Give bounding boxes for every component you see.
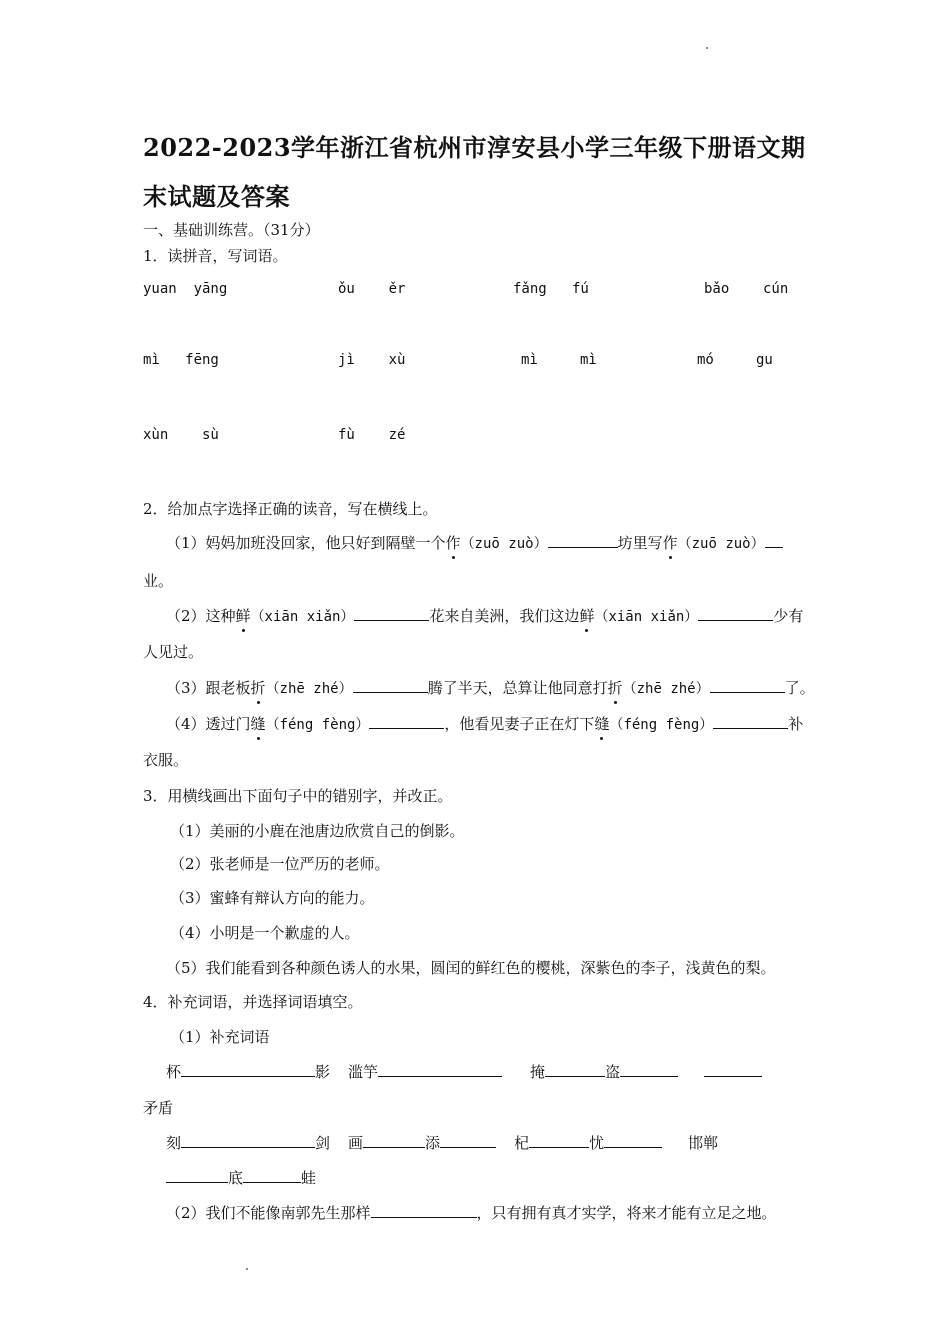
answer-blank[interactable] bbox=[765, 533, 783, 548]
answer-blank[interactable] bbox=[529, 1133, 589, 1148]
pinyin-cell: bǎo cún bbox=[704, 281, 789, 297]
answer-blank[interactable] bbox=[371, 1203, 477, 1218]
answer-blank[interactable] bbox=[698, 606, 773, 621]
pinyin-cell: fù zé bbox=[338, 427, 406, 443]
q3-item: （5）我们能看到各种颜色诱人的水果，圆闰的鲜红色的樱桃，深紫色的李子，浅黄色的梨。 bbox=[166, 959, 776, 977]
answer-blank[interactable] bbox=[363, 1133, 425, 1148]
q1-heading: 1．读拼音，写词语。 bbox=[143, 247, 288, 265]
answer-blank[interactable] bbox=[620, 1062, 678, 1077]
page-title-line2: 末试题及答案 bbox=[143, 182, 290, 211]
dotted-char: 折 bbox=[250, 679, 266, 697]
q2-sentence-2: （2）这种鲜（xiān xiǎn） 花来自美洲，我们这边鲜（xiān xiǎn） 少有 bbox=[166, 607, 804, 625]
answer-blank[interactable] bbox=[354, 606, 429, 621]
pinyin-cell: mó gu bbox=[697, 352, 773, 368]
q4-word-row-1-cont: 矛盾 bbox=[143, 1099, 174, 1117]
pinyin-cell: mì mì bbox=[521, 352, 597, 368]
answer-blank[interactable] bbox=[713, 714, 788, 729]
answer-blank[interactable] bbox=[181, 1062, 315, 1077]
answer-blank[interactable] bbox=[545, 1062, 605, 1077]
answer-blank[interactable] bbox=[353, 678, 428, 693]
section-heading: 一、基础训练营。（31分） bbox=[143, 221, 320, 239]
answer-blank[interactable] bbox=[548, 533, 618, 548]
dotted-char: 缝 bbox=[250, 715, 266, 733]
q4-heading: 4．补充词语，并选择词语填空。 bbox=[143, 993, 363, 1011]
q4-word-row-3: 底 蛙 bbox=[166, 1167, 316, 1188]
answer-blank[interactable] bbox=[378, 1062, 502, 1077]
answer-blank[interactable] bbox=[166, 1168, 228, 1183]
q4-sentence-2: （2）我们不能像南郭先生那样 ，只有拥有真才实学，将来才能有立足之地。 bbox=[166, 1204, 777, 1222]
answer-blank[interactable] bbox=[604, 1133, 662, 1148]
q2-sentence-1: （1）妈妈加班没回家，他只好到隔壁一个作（zuō zuò） 坊里写作（zuō zuò） bbox=[166, 532, 783, 553]
q3-heading: 3．用横线画出下面句子中的错别字，并改正。 bbox=[143, 787, 453, 805]
q2-sentence-4-cont: 衣服。 bbox=[143, 751, 189, 769]
answer-blank[interactable] bbox=[369, 714, 444, 729]
pinyin-cell: xùn sù bbox=[143, 427, 219, 443]
q3-item: （3）蜜蜂有辩认方向的能力。 bbox=[170, 889, 375, 907]
dotted-char: 作 bbox=[445, 534, 461, 552]
dotted-char: 折 bbox=[607, 679, 623, 697]
corner-mark bbox=[706, 47, 708, 49]
answer-blank[interactable] bbox=[243, 1168, 301, 1183]
page-title-line1: 2022-2023学年浙江省杭州市淳安县小学三年级下册语文期 bbox=[143, 133, 806, 162]
q4-sub1: （1）补充词语 bbox=[170, 1028, 270, 1046]
footer-mark bbox=[246, 1268, 248, 1270]
q3-item: （1）美丽的小鹿在池唐边欣赏自己的倒影。 bbox=[170, 822, 465, 840]
dotted-char: 鲜 bbox=[579, 607, 595, 625]
dotted-char: 鲜 bbox=[235, 607, 251, 625]
q4-word-row-2: 刻 剑 画 添 杞 忧 邯郸 bbox=[166, 1134, 719, 1152]
q2-sentence-4: （4）透过门缝（féng fèng） ，他看见妻子正在灯下缝（féng fèng） 补 bbox=[166, 715, 804, 733]
answer-blank[interactable] bbox=[704, 1062, 762, 1077]
q2-heading: 2．给加点字选择正确的读音，写在横线上。 bbox=[143, 500, 438, 518]
q2-sentence-3: （3）跟老板折（zhē zhé） 腾了半天，总算让他同意打折（zhē zhé） 了。 bbox=[166, 679, 815, 697]
answer-blank[interactable] bbox=[710, 678, 785, 693]
q2-sentence-1-cont: 业。 bbox=[143, 572, 174, 590]
q3-item: （4）小明是一个歉虚的人。 bbox=[170, 924, 360, 942]
pinyin-cell: fǎng fú bbox=[513, 281, 589, 297]
q2-sentence-2-cont: 人见过。 bbox=[143, 643, 204, 661]
q4-word-row-1: 杯 影 滥竽 掩 盗 bbox=[166, 1061, 762, 1082]
answer-blank[interactable] bbox=[181, 1133, 315, 1148]
q3-item: （2）张老师是一位严历的老师。 bbox=[170, 855, 390, 873]
dotted-char: 缝 bbox=[594, 715, 610, 733]
pinyin-cell: mì fēng bbox=[143, 352, 219, 368]
dotted-char: 作 bbox=[662, 534, 678, 552]
pinyin-cell: yuan yāng bbox=[143, 281, 228, 297]
answer-blank[interactable] bbox=[440, 1133, 496, 1148]
pinyin-cell: ǒu ěr bbox=[338, 281, 406, 297]
pinyin-cell: jì xù bbox=[338, 352, 406, 368]
